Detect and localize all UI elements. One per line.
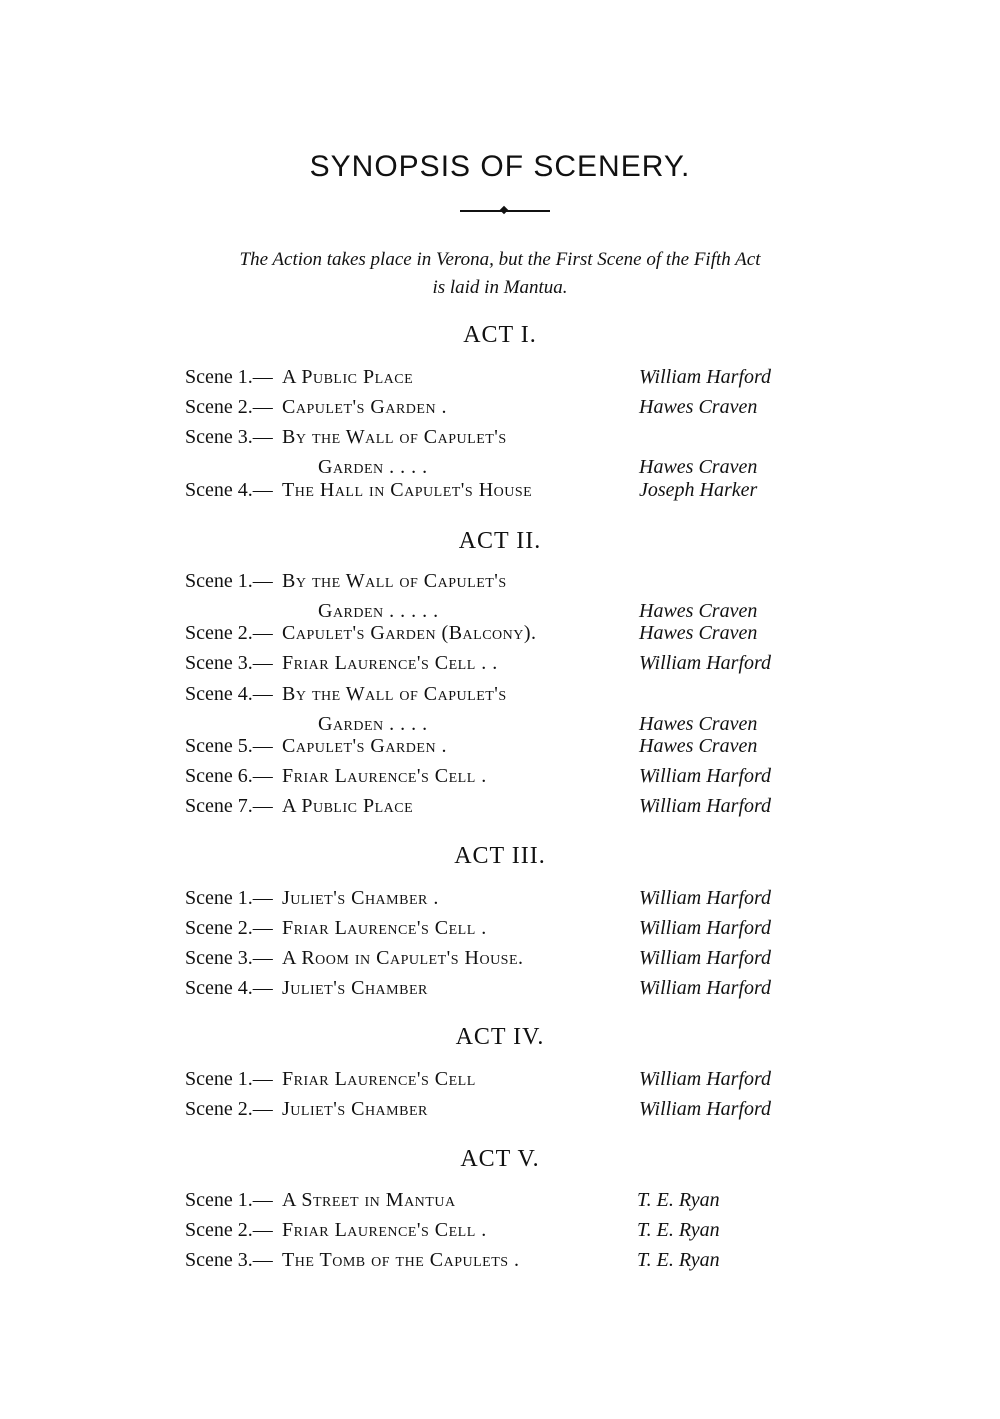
- scene-artist: Hawes Craven: [639, 622, 758, 644]
- scene-setting: By the Wall of Capulet's: [282, 683, 507, 705]
- scene-label: Scene 4.—: [185, 683, 273, 705]
- scene-label: Scene 6.—: [185, 765, 273, 787]
- scene-setting: Friar Laurence's Cell .: [282, 917, 487, 939]
- scene-artist: William Harford: [639, 947, 772, 969]
- scene-setting: The Hall in Capulet's House: [282, 479, 533, 501]
- intro-line-1: The Action takes place in Verona, but the First Scene of the Fifth Act: [239, 249, 761, 270]
- scene-setting: Friar Laurence's Cell . .: [282, 652, 498, 674]
- scene-setting: Friar Laurence's Cell: [282, 1068, 476, 1090]
- scene-artist: William Harford: [639, 366, 772, 388]
- scene-artist: T. E. Ryan: [637, 1249, 720, 1271]
- scene-label: Scene 2.—: [185, 622, 273, 644]
- scene-setting: The Tomb of the Capulets .: [282, 1249, 520, 1271]
- scene-artist: Hawes Craven: [639, 456, 758, 478]
- scene-artist: William Harford: [639, 1068, 772, 1090]
- scene-label: Scene 2.—: [185, 396, 273, 418]
- ornament-rule: [460, 208, 550, 214]
- scene-label: Scene 4.—: [185, 977, 273, 999]
- scene-artist: Hawes Craven: [639, 396, 758, 418]
- scene-setting: A Public Place: [282, 795, 414, 817]
- scene-setting: By the Wall of Capulet's: [282, 570, 507, 592]
- scene-label: Scene 7.—: [185, 795, 273, 817]
- scene-setting: Friar Laurence's Cell .: [282, 765, 487, 787]
- scene-artist: William Harford: [639, 977, 772, 999]
- scene-artist: T. E. Ryan: [637, 1189, 720, 1211]
- scene-label: Scene 3.—: [185, 1249, 273, 1271]
- scene-label: Scene 2.—: [185, 917, 273, 939]
- intro-note: [180, 246, 820, 302]
- scene-label: Scene 2.—: [185, 1098, 273, 1120]
- scene-setting-continued: Garden . . . .: [318, 713, 428, 735]
- scene-label: Scene 1.—: [185, 1068, 273, 1090]
- scene-artist: Joseph Harker: [639, 479, 758, 501]
- scene-setting-continued: Garden . . . . .: [318, 600, 439, 622]
- scene-label: Scene 1.—: [185, 1189, 273, 1211]
- scene-setting: By the Wall of Capulet's: [282, 426, 507, 448]
- scene-label: Scene 4.—: [185, 479, 273, 501]
- scene-artist: William Harford: [639, 765, 772, 787]
- scene-setting: A Street in Mantua: [282, 1189, 456, 1211]
- act-5-heading: ACT V.: [460, 1146, 540, 1172]
- scene-setting: Capulet's Garden (Balcony).: [282, 622, 537, 644]
- page-title: SYNOPSIS OF SCENERY.: [309, 150, 691, 183]
- scene-label: Scene 1.—: [185, 366, 273, 388]
- scene-setting: Capulet's Garden .: [282, 735, 448, 757]
- scene-setting: Juliet's Chamber: [282, 977, 428, 999]
- scene-artist: Hawes Craven: [639, 713, 758, 735]
- act-1-heading: ACT I.: [463, 322, 537, 348]
- scene-artist: William Harford: [639, 795, 772, 817]
- intro-line-2: is laid in Mantua.: [432, 277, 568, 298]
- scene-label: Scene 1.—: [185, 570, 273, 592]
- scene-label: Scene 3.—: [185, 947, 273, 969]
- scene-setting-continued: Garden . . . .: [318, 456, 428, 478]
- scene-artist: William Harford: [639, 887, 772, 909]
- scene-artist: William Harford: [639, 917, 772, 939]
- scene-artist: William Harford: [639, 1098, 772, 1120]
- scene-artist: Hawes Craven: [639, 600, 758, 622]
- scene-artist: Hawes Craven: [639, 735, 758, 757]
- act-3-heading: ACT III.: [454, 843, 546, 869]
- scene-setting: Juliet's Chamber .: [282, 887, 439, 909]
- act-2-heading: ACT II.: [458, 528, 542, 554]
- scene-label: Scene 3.—: [185, 652, 273, 674]
- ornament-diamond-icon: [500, 206, 508, 214]
- scene-artist: T. E. Ryan: [637, 1219, 720, 1241]
- scene-label: Scene 3.—: [185, 426, 273, 448]
- act-4-heading: ACT IV.: [455, 1024, 545, 1050]
- scene-setting: A Public Place: [282, 366, 414, 388]
- scene-setting: Juliet's Chamber: [282, 1098, 428, 1120]
- scene-artist: William Harford: [639, 652, 772, 674]
- scene-label: Scene 5.—: [185, 735, 273, 757]
- scene-setting: Capulet's Garden .: [282, 396, 448, 418]
- scene-setting: Friar Laurence's Cell .: [282, 1219, 487, 1241]
- scene-setting: A Room in Capulet's House.: [282, 947, 524, 969]
- scene-label: Scene 1.—: [185, 887, 273, 909]
- scene-label: Scene 2.—: [185, 1219, 273, 1241]
